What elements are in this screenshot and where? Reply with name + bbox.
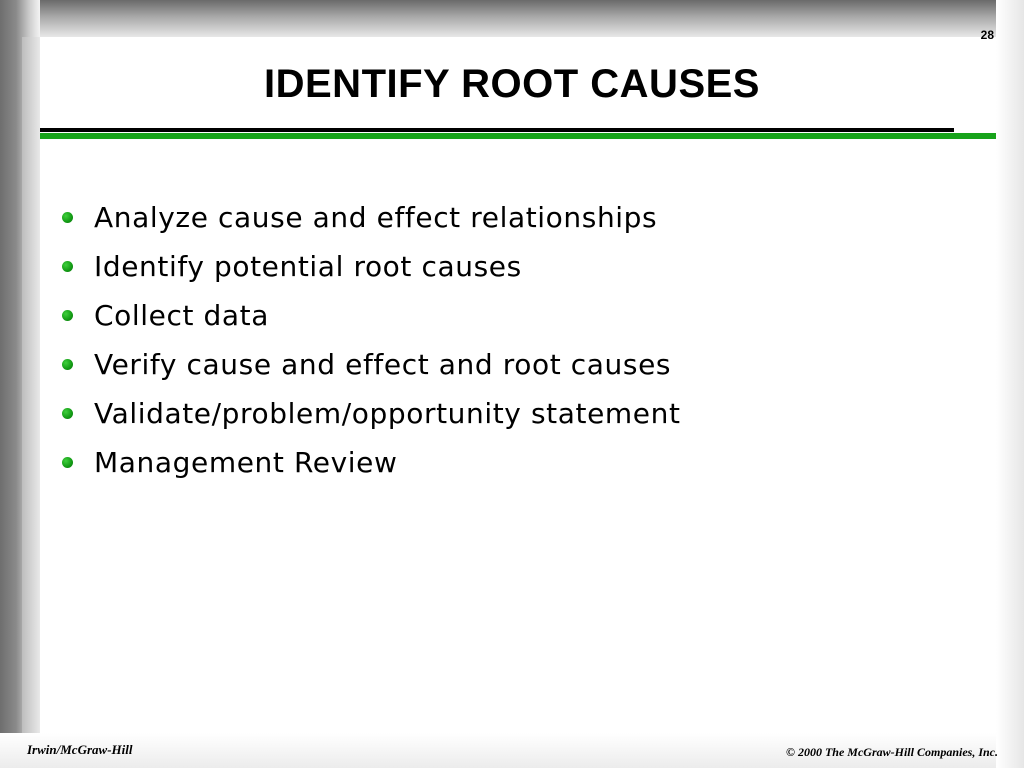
bullet-dot-icon [62, 408, 73, 419]
footer-copyright: © 2000 The McGraw-Hill Companies, Inc. [786, 745, 998, 759]
bullet-dot-icon [62, 261, 73, 272]
title-underline-green [40, 133, 996, 139]
bullet-text: Collect data [94, 299, 270, 332]
bullet-dot-icon [62, 457, 73, 468]
page-number: 28 [980, 28, 994, 42]
bullet-text: Identify potential root causes [94, 250, 522, 283]
frame-right-border [996, 0, 1024, 768]
bullet-text: Management Review [94, 446, 398, 479]
frame-top-border [0, 0, 1024, 37]
bullet-text: Validate/problem/opportunity statement [94, 397, 681, 430]
bullet-dot-icon [62, 359, 73, 370]
bullet-text: Analyze cause and effect relationships [94, 201, 658, 234]
bullet-dot-icon [62, 212, 73, 223]
title-underline-black [40, 128, 954, 132]
bullet-item [62, 242, 681, 291]
footer-publisher: Irwin/McGraw-Hill [27, 742, 133, 757]
bullet-item [62, 340, 681, 389]
slide-title: IDENTIFY ROOT CAUSES [264, 62, 760, 106]
bullet-text: Verify cause and effect and root causes [94, 348, 672, 381]
bullet-dot-icon [62, 310, 73, 321]
bullet-list [62, 193, 681, 487]
bullet-item [62, 438, 681, 487]
bullet-item [62, 193, 681, 242]
bullet-item [62, 291, 681, 340]
bullet-item [62, 389, 681, 438]
slide-edge-shadow [22, 37, 40, 733]
